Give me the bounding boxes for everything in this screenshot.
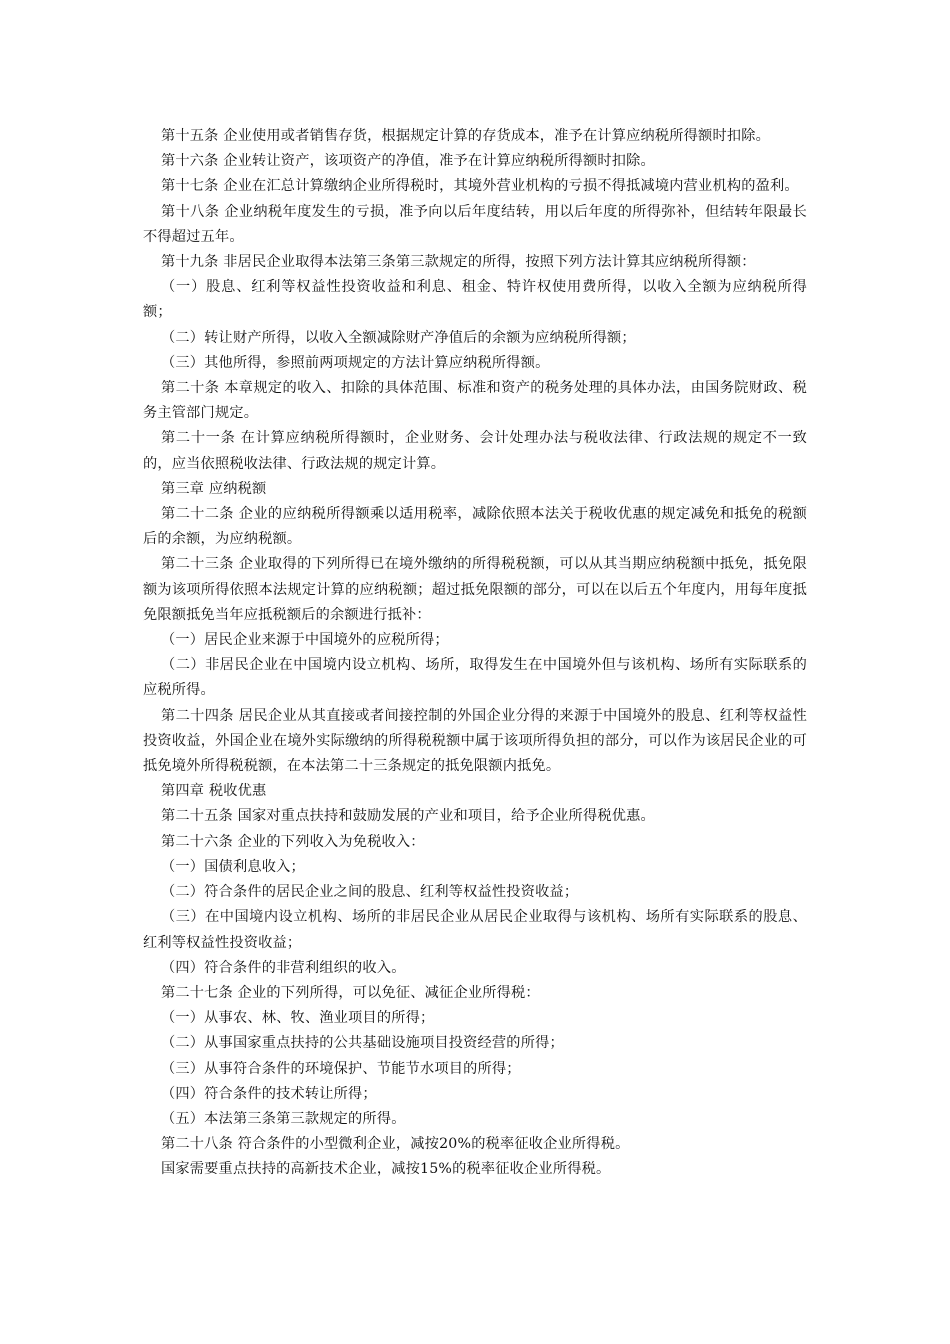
list-item-26-2: （二）符合条件的居民企业之间的股息、红利等权益性投资收益； xyxy=(161,884,579,901)
paragraph-article-20: 第二十条 本章规定的收入、扣除的具体范围、标准和资产的税务处理的具体办法，由国务院财政、税务主管部门规定。 xyxy=(143,380,807,422)
paragraph-article-18: 第十八条 企业纳税年度发生的亏损，准予向以后年度结转，用以后年度的所得弥补，但结转年限最长不得超过五年。 xyxy=(143,203,807,245)
list-item-23-2: （二）非居民企业在中国境内设立机构、场所，取得发生在中国境外但与该机构、场所有实际联系的应税所得。 xyxy=(143,657,807,699)
document-body xyxy=(143,124,807,1183)
list-item-26-1: （一）国债利息收入； xyxy=(161,858,305,875)
list-item-27-2: （二）从事国家重点扶持的公共基础设施项目投资经营的所得； xyxy=(161,1035,564,1052)
list-item-23-1: （一）居民企业来源于中国境外的应税所得； xyxy=(161,632,449,649)
paragraph-article-15: 第十五条 企业使用或者销售存货，根据规定计算的存货成本，准予在计算应纳税所得额时扣除。 xyxy=(161,128,770,144)
list-item-19-3: （三）其他所得，参照前两项规定的方法计算应纳税所得额。 xyxy=(161,354,550,371)
paragraph-article-24: 第二十四条 居民企业从其直接或者间接控制的外国企业分得的来源于中国境外的股息、红利等权益性投资收益，外国企业在境外实际缴纳的所得税税额中属于该项所得负担的部分，可以作为该居民企业的可抵免境外所得税税额，在本法第二十三条规定的抵免限额内抵免。 xyxy=(143,707,807,775)
chapter-4-heading: 第四章 税收优惠 xyxy=(161,783,267,800)
paragraph-article-28: 第二十八条 符合条件的小型微利企业，减按20%的税率征收企业所得税。 xyxy=(161,1136,630,1153)
paragraph-article-17: 第十七条 企业在汇总计算缴纳企业所得税时，其境外营业机构的亏损不得抵减境内营业机构的盈利。 xyxy=(161,178,799,195)
paragraph-article-25: 第二十五条 国家对重点扶持和鼓励发展的产业和项目，给予企业所得税优惠。 xyxy=(161,808,655,825)
list-item-27-4: （四）符合条件的技术转让所得； xyxy=(161,1085,377,1102)
paragraph-article-23: 第二十三条 企业取得的下列所得已在境外缴纳的所得税税额，可以从其当期应纳税额中抵免，抵免限额为该项所得依照本法规定计算的应纳税额；超过抵免限额的部分，可以在以后五个年度内，用每年度抵免限额抵免当年应抵税额后的余额进行抵补： xyxy=(143,556,807,623)
paragraph-article-27: 第二十七条 企业的下列所得，可以免征、减征企业所得税： xyxy=(161,984,540,1001)
list-item-26-4: （四）符合条件的非营利组织的收入。 xyxy=(161,959,406,976)
paragraph-article-21: 第二十一条 在计算应纳税所得额时，企业财务、会计处理办法与税收法律、行政法规的规定不一致的，应当依照税收法律、行政法规的规定计算。 xyxy=(143,430,807,472)
list-item-19-2: （二）转让财产所得，以收入全额减除财产净值后的余额为应纳税所得额； xyxy=(161,329,636,346)
list-item-19-1: （一）股息、红利等权益性投资收益和利息、租金、特许权使用费所得，以收入全额为应纳税所得额； xyxy=(143,279,807,321)
paragraph-article-22: 第二十二条 企业的应纳税所得额乘以适用税率，减除依照本法关于税收优惠的规定减免和抵免的税额后的余额，为应纳税额。 xyxy=(143,506,807,548)
list-item-27-5: （五）本法第三条第三款规定的所得。 xyxy=(161,1110,406,1127)
chapter-3-heading: 第三章 应纳税额 xyxy=(161,480,267,497)
list-item-27-3: （三）从事符合条件的环境保护、节能节水项目的所得； xyxy=(161,1060,521,1077)
paragraph-article-16: 第十六条 企业转让资产，该项资产的净值，准予在计算应纳税所得额时扣除。 xyxy=(161,153,655,170)
list-item-26-3: （三）在中国境内设立机构、场所的非居民企业从居民企业取得与该机构、场所有实际联系的股息、红利等权益性投资收益； xyxy=(143,909,807,951)
list-item-27-1: （一）从事农、林、牧、渔业项目的所得； xyxy=(161,1010,435,1027)
paragraph-article-28-cont: 国家需要重点扶持的高新技术企业，减按15%的税率征收企业所得税。 xyxy=(161,1161,611,1178)
paragraph-article-26: 第二十六条 企业的下列收入为免税收入： xyxy=(161,833,425,850)
paragraph-article-19: 第十九条 非居民企业取得本法第三条第三款规定的所得，按照下列方法计算其应纳税所得额： xyxy=(161,254,756,271)
